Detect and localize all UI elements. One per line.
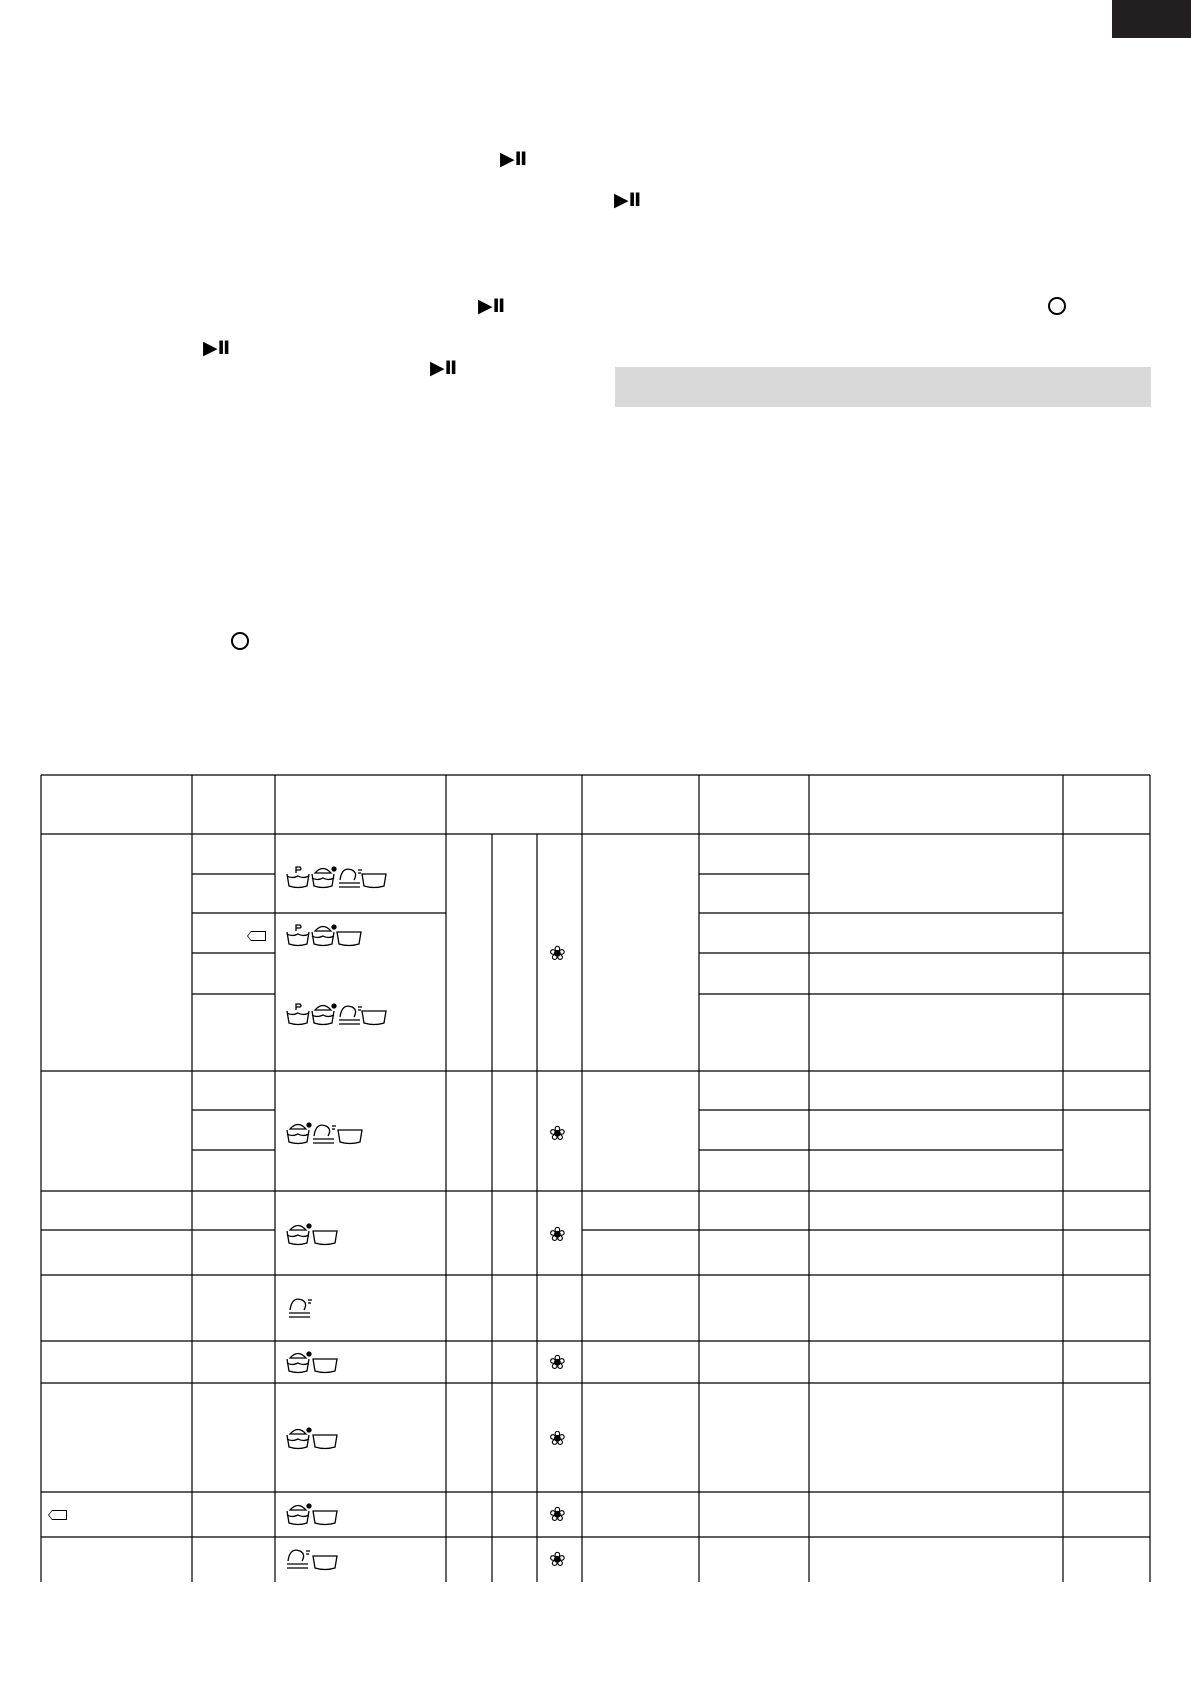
main-wash-dot-icon	[307, 1224, 311, 1228]
rinse-tub-icon	[313, 1359, 337, 1373]
softener-icon	[290, 1299, 306, 1310]
prewash-mark-icon	[296, 1004, 301, 1010]
play-pause-icon: ▶Ⅱ	[430, 357, 458, 379]
main-wash-tub-icon	[287, 1359, 309, 1373]
main-wash-drop-icon	[290, 1125, 306, 1130]
softener-icon	[288, 1550, 304, 1561]
fan-flower-icon: ❀	[549, 1547, 566, 1571]
play-pause-icon: ▶Ⅱ	[203, 337, 231, 359]
main-wash-tub-icon	[287, 1130, 309, 1144]
prewash-mark-icon	[296, 925, 301, 931]
main-wash-tub-icon	[287, 1511, 309, 1525]
play-pause-icon: ▶Ⅱ	[614, 189, 642, 211]
main-wash-drop-icon	[315, 1006, 331, 1011]
wash-tub-wave-icon	[287, 876, 309, 878]
main-wash-tub-icon	[312, 874, 334, 888]
main-wash-wave-icon	[287, 1363, 309, 1365]
fan-flower-icon: ❀	[549, 1502, 566, 1526]
tag-icon	[251, 931, 266, 941]
fan-flower-icon: ❀	[549, 1350, 566, 1374]
main-wash-wave-icon	[312, 878, 334, 880]
main-wash-drop-icon	[315, 927, 331, 932]
play-pause-icon: ▶Ⅱ	[478, 295, 506, 317]
main-wash-wave-icon	[287, 1515, 309, 1517]
main-wash-wave-icon	[312, 1015, 334, 1017]
rinse-tub-icon	[313, 1435, 337, 1449]
main-wash-tub-icon	[287, 1231, 309, 1245]
rinse-tub-icon	[362, 874, 386, 888]
main-wash-drop-icon	[290, 1430, 306, 1435]
softener-icon	[314, 1125, 330, 1136]
prewash-mark-icon	[296, 867, 301, 873]
main-wash-dot-icon	[307, 1123, 311, 1127]
fan-flower-icon: ❀	[549, 1121, 566, 1145]
main-wash-drop-icon	[290, 1506, 306, 1511]
main-wash-tub-icon	[312, 932, 334, 946]
rinse-tub-icon	[362, 1011, 386, 1025]
main-wash-tub-icon	[287, 1435, 309, 1449]
main-wash-dot-icon	[332, 867, 336, 871]
wash-tub-wave-icon	[287, 1013, 309, 1015]
rinse-tub-icon	[313, 1231, 337, 1245]
main-wash-dot-icon	[332, 1004, 336, 1008]
rinse-tub-icon	[337, 932, 361, 946]
main-wash-wave-icon	[287, 1439, 309, 1441]
fan-flower-icon: ❀	[549, 1222, 566, 1246]
rinse-tub-icon	[313, 1511, 337, 1525]
main-wash-drop-icon	[315, 869, 331, 874]
main-wash-drop-icon	[290, 1354, 306, 1359]
main-wash-wave-icon	[312, 936, 334, 938]
rinse-tub-icon	[338, 1130, 362, 1144]
softener-icon	[340, 869, 356, 880]
wash-tub-wave-icon	[287, 934, 309, 936]
table-grid	[41, 775, 1150, 1582]
rinse-tub-icon	[313, 1556, 337, 1570]
main-wash-dot-icon	[307, 1428, 311, 1432]
play-pause-icon: ▶Ⅱ	[500, 148, 528, 170]
main-wash-wave-icon	[287, 1235, 309, 1237]
fan-flower-icon: ❀	[549, 1426, 566, 1450]
main-wash-dot-icon	[307, 1352, 311, 1356]
softener-icon	[340, 1006, 356, 1017]
main-wash-dot-icon	[332, 925, 336, 929]
fan-flower-icon: ❀	[549, 941, 566, 965]
main-wash-drop-icon	[290, 1226, 306, 1231]
laundry-care-icons	[287, 867, 386, 1570]
main-wash-wave-icon	[287, 1134, 309, 1136]
tag-icon	[52, 1510, 67, 1520]
main-wash-tub-icon	[312, 1011, 334, 1025]
main-wash-dot-icon	[307, 1504, 311, 1508]
